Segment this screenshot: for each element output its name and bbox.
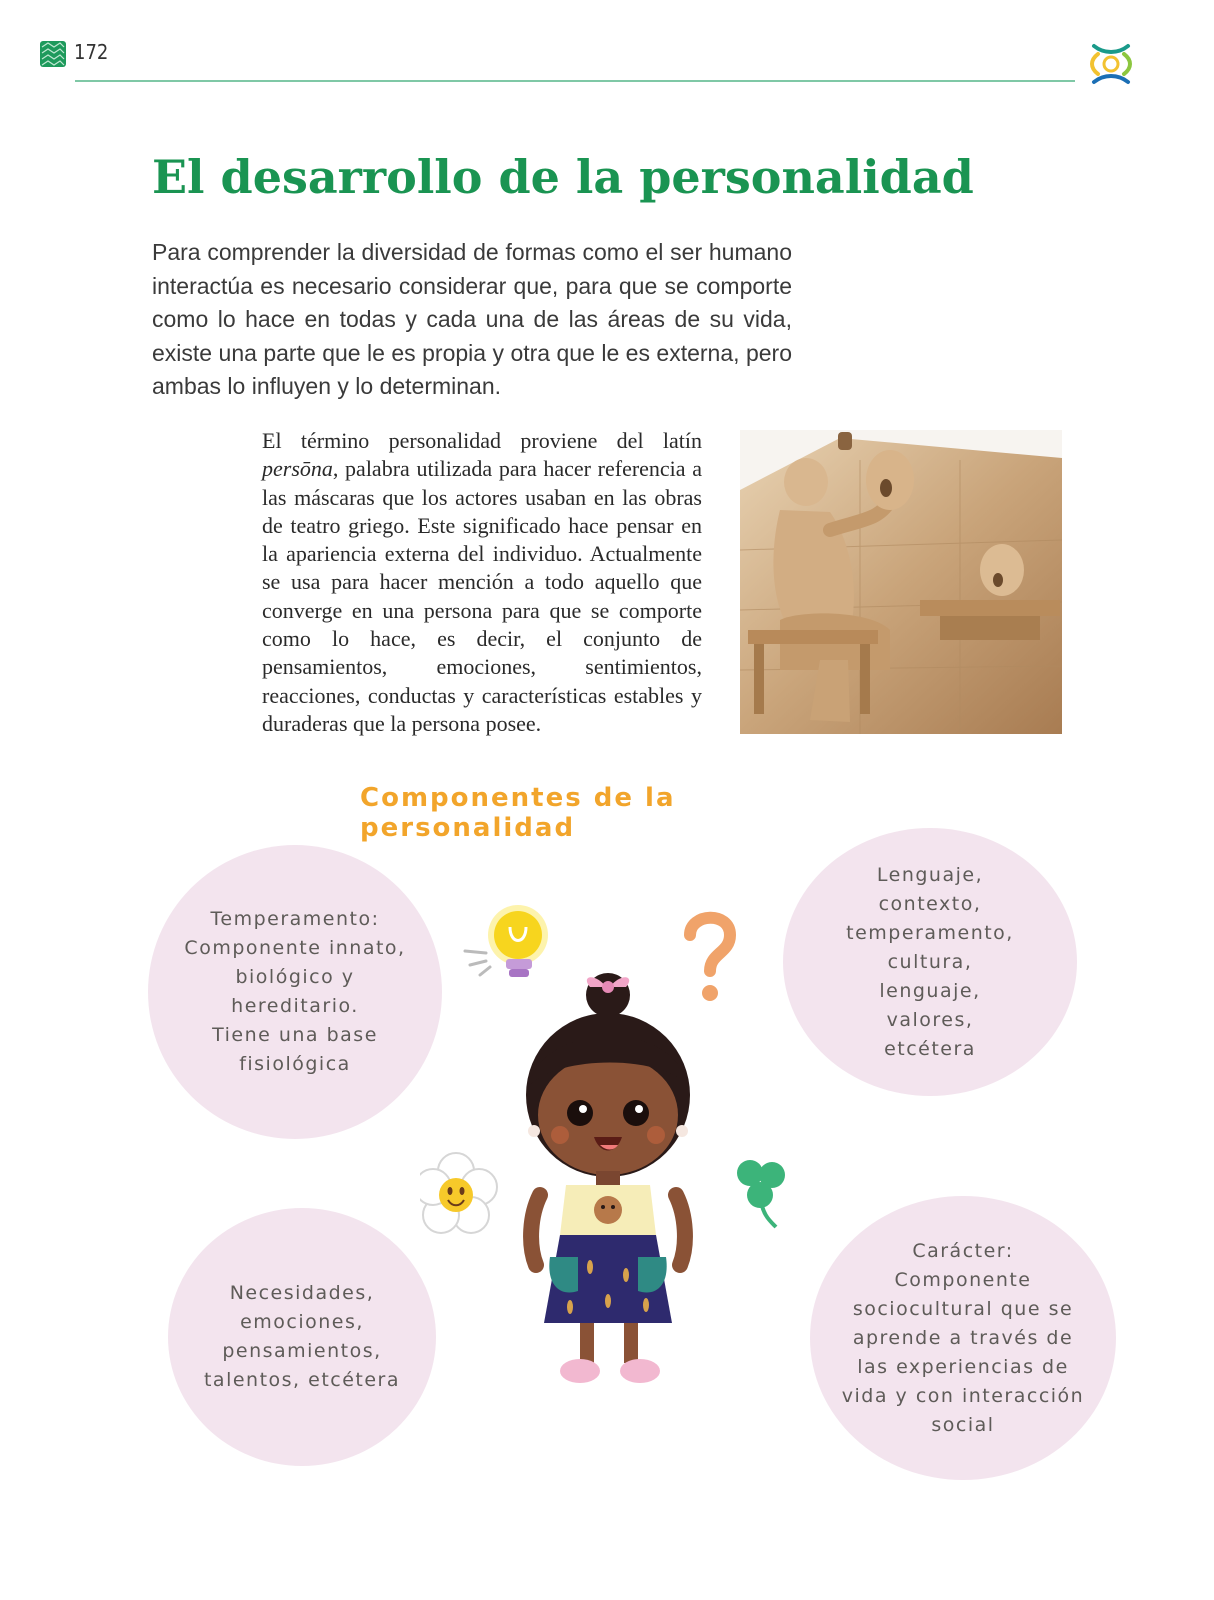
question-mark-icon xyxy=(690,918,730,1001)
temperament-bubble xyxy=(148,845,442,1139)
section-heading: Componentes de la personalidad xyxy=(360,783,676,843)
external-factors-text: Lenguaje, contexto, temperamento, cultura, lenguaje, valores, etcétera xyxy=(846,863,1014,1060)
greek-relief-photo xyxy=(740,430,1062,734)
needs-bubble xyxy=(168,1208,436,1466)
etymology-text-rest: , palabra utilizada para hacer referencia a las máscaras que los actores usaban en las obras de teatro griego. Este significado hace pensar en la apariencia externa del individuo. Actualmente se usa para hacer mención a todo aquello que converge en una persona para que se comporte como lo hace, es decir, el conjunto de pensamientos, emociones, sentimientos, reacciones, conductas y características estables y duraderas que la persona posee. xyxy=(262,456,702,736)
page-title: El desarrollo de la personalidad xyxy=(152,150,974,204)
page-number: 172 xyxy=(74,40,109,64)
external-factors-bubble xyxy=(783,828,1077,1096)
etymology-text-start: El término personalidad proviene del latín xyxy=(262,428,702,453)
clover-icon xyxy=(737,1160,785,1227)
intro-paragraph: Para comprender la diversidad de formas como el ser humano interactúa es necesario considerar que, para que se comporte como lo hace en todas y cada una de las áreas de su vida, existe una parte que le es propia y otra que le es externa, pero ambas lo influyen y lo determinan. xyxy=(152,239,792,399)
girl-character xyxy=(526,973,690,1383)
needs-text: Necesidades, emociones, pensamientos, talentos, etcétera xyxy=(203,1282,401,1391)
character-text: Carácter: Componente sociocultural que se aprende a través de las experiencias de vida y con interacción social xyxy=(841,1239,1085,1436)
header-divider xyxy=(75,80,1075,82)
temperament-text: Temperamento: Componente innato, biológico y hereditario. Tiene una base fisiológica xyxy=(184,908,406,1075)
latin-term: persōna xyxy=(262,456,333,482)
smiling-flower-icon xyxy=(420,1153,497,1233)
character-bubble xyxy=(810,1196,1116,1480)
green-pattern-icon xyxy=(40,41,66,67)
page-header xyxy=(0,0,1214,90)
etymology-paragraph xyxy=(262,427,702,738)
girl-illustration xyxy=(420,905,820,1425)
program-logo-icon xyxy=(1088,40,1134,88)
light-bulb-icon xyxy=(465,905,548,977)
